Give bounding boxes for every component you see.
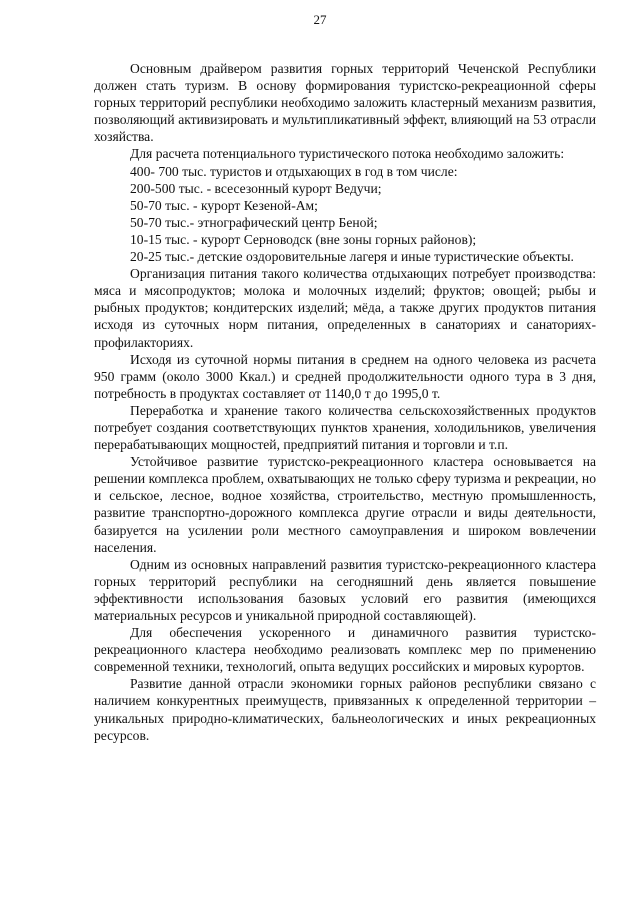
paragraph-tourism-driver: Основным драйвером развития горных территорий Чеченской Республики должен стать туризм. В основу формирования туристско-рекреационной сферы горных территорий республики необходимо заложить кластерный механизм развития, позволяющий активизировать и мультипликативный эффект, влияющий на 53 отрасли хозяйства. [94,61,596,145]
paragraph-sustainable-development: Устойчивое развитие туристско-рекреационного кластера основывается на решении комплекса проблем, охватывающих не только сферу туризма и рекреации, но и сельское, лесное, водное хозяйства, строительство, местную промышленность, развитие транспортно-дорожного комплекса другие отрасли и виды деятельности, базируется на усилении роли местного самоуправления и широком вовлечении населения. [94,454,596,555]
paragraph-competitive-advantages: Развитие данной отрасли экономики горных районов республики связано с наличием конкурентных преимуществ, привязанных к определенной территории – уникальных природно-климатических, бальнеологических и иных рекреационных ресурсов. [94,676,596,743]
paragraph-processing-storage: Переработка и хранение такого количества сельскохозяйственных продуктов потребует создания соответствующих пунктов хранения, холодильников, увеличения перерабатывающих мощностей, предприятий питания и торговли и т.п. [94,402,596,453]
paragraph-food-supply: Организация питания такого количества отдыхающих потребует производства: мяса и мясопродуктов; молока и молочных изделий; фруктов; овощей; рыбы и рыбных продуктов; кондитерских изделий; мёда, а также других продуктов питания исходя из суточных норм питания, определенных в санаториях и санаториях-профилакториях. [94,266,596,350]
list-item-veduchi: 200-500 тыс. - всесезонный курорт Ведучи; [130,180,382,196]
paragraph-main-directions: Одним из основных направлений развития туристско-рекреационного кластера горных территорий республики на сегодняшний день является повышение эффективности использования базовых условий его развития (имеющихся материальных ресурсов и уникальной природной составляющей). [94,556,596,623]
list-item-total-tourists: 400- 700 тыс. туристов и отдыхающих в год в том числе: [130,163,458,179]
paragraph-accelerated-development: Для обеспечения ускоренного и динамичного развития туристско-рекреационного кластера необходимо реализовать комплекс мер по применению современной техники, технологий, опыта ведущих российских и мировых курортов. [94,625,596,675]
list-item-kezenoy-am: 50-70 тыс. - курорт Кезеной-Ам; [130,197,318,213]
paragraph-tourist-flow-intro: Для расчета потенциального туристического потока необходимо заложить: [130,146,565,162]
paragraph-food-norms: Исходя из суточной нормы питания в среднем на одного человека из расчета 950 грамм (около 3000 Ккал.) и средней продолжительности одного тура в 3 дня, потребность в продуктах составляет от 1140,0 т до 1995,0 т. [94,351,596,401]
list-item-children-camps: 20-25 тыс.- детские оздоровительные лагеря и иные туристические объекты. [130,249,574,265]
list-item-benoy: 50-70 тыс.- этнографический центр Беной; [130,214,378,230]
document-body [94,60,596,744]
list-item-sernovodsk: 10-15 тыс. - курорт Серноводск (вне зоны горных районов); [130,231,477,247]
page-number: 27 [313,12,327,27]
